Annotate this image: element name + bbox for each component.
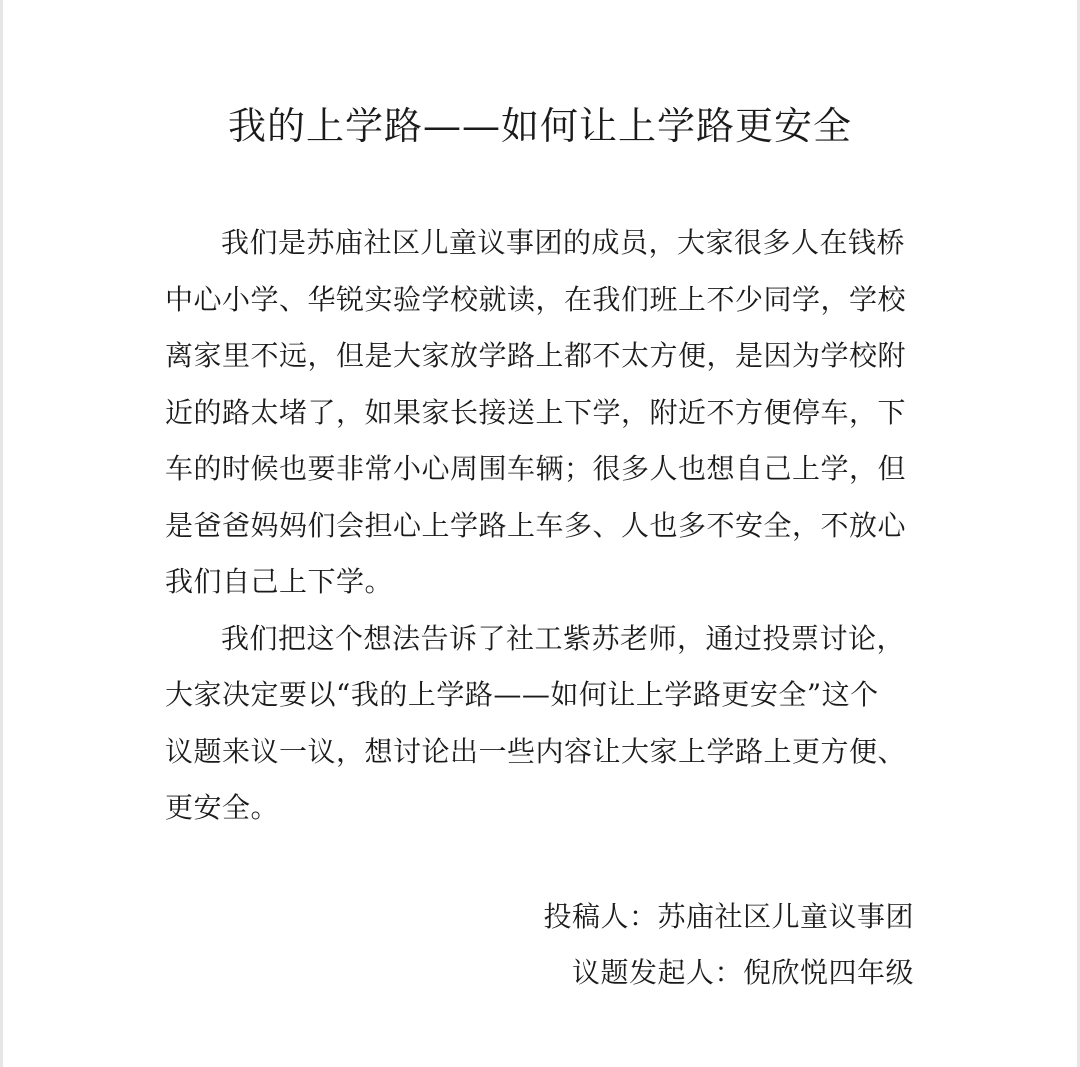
paragraph-line: 中心小学、华锐实验学校就读，在我们班上不少同学，学校 <box>165 282 907 316</box>
paragraph-2 <box>165 611 925 837</box>
paragraph-line: 我们把这个想法告诉了社工紫苏老师，通过投票讨论， <box>221 621 906 655</box>
document-body <box>165 215 925 837</box>
paragraph-line: 车的时候也要非常小心周围车辆；很多人也想自己上学，但 <box>165 452 907 485</box>
paragraph-line: 离家里不远，但是大家放学路上都不太方便，是因为学校附 <box>165 339 907 372</box>
paragraph-line: 议题来议一议，想讨论出一些内容让大家上学路上更方便、 <box>165 734 907 768</box>
paragraph-line: 大家决定要以“我的上学路——如何让上学路更安全”这个 <box>165 678 879 711</box>
paragraph-1 <box>165 215 925 611</box>
submitter-line: 投稿人：苏庙社区儿童议事团 <box>543 900 914 933</box>
paragraph-line: 我们自己上下学。 <box>165 565 394 598</box>
paragraph-line: 近的路太堵了，如果家长接送上下学，附近不方便停车，下 <box>165 395 907 429</box>
paragraph-line: 是爸爸妈妈们会担心上学路上车多、人也多不安全，不放心 <box>165 508 907 542</box>
document-title: 我的上学路——如何让上学路更安全 <box>227 104 852 148</box>
initiator-line: 议题发起人：倪欣悦四年级 <box>571 956 914 989</box>
paragraph-line: 我们是苏庙社区儿童议事团的成员，大家很多人在钱桥 <box>221 226 906 259</box>
signature-block <box>543 889 914 1001</box>
page-left-edge <box>0 0 3 1067</box>
paragraph-line: 更安全。 <box>165 791 280 824</box>
